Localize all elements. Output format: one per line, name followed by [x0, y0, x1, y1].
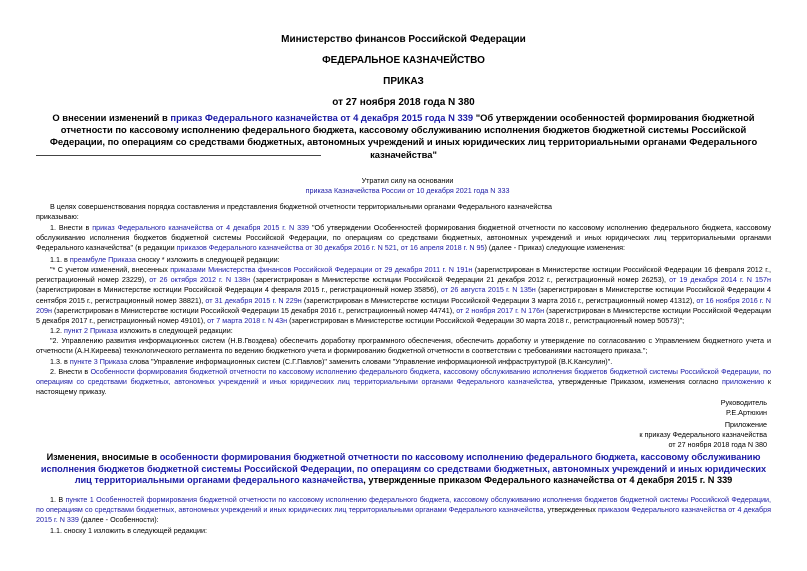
a1-link-order[interactable]: приказом Федерального казначейства от 4 декабря 2015 г. N 339	[36, 505, 771, 525]
p1-link-2018[interactable]: от 16 апреля 2018 г. N 95	[400, 243, 485, 253]
quote-link-43n[interactable]: от 7 марта 2018 г. N 43н	[207, 316, 288, 326]
p11-text: 1.1. в	[50, 255, 70, 264]
p11-link-preamble[interactable]: преамбуле Приказа	[69, 255, 136, 264]
p2-link-features[interactable]: Особенности формирования бюджетной отчетности по кассовому исполнению федерального бюджета, кассовому обслуживанию исполнения бюджетов бюджетной системы Российской Федерации, по операциям со средствами бюджетных, автономных учреждений и иных юридических лиц территориальными органами Федерального казначейства	[36, 367, 771, 387]
a1-text-b: , утвержденных	[543, 505, 598, 515]
quote-link-209n[interactable]: от 16 ноября 2016 г. N 209н	[36, 295, 771, 315]
p12-text-b: изложить в следующей редакции:	[117, 326, 233, 335]
annex-title-rest: , утвержденные приказом Федерального казначейства от 4 декабря 2015 г. N 339	[363, 475, 733, 486]
intro-block	[36, 202, 771, 222]
quote-text-b: (зарегистрирован в Министерстве юстиции Российской Федерации 16 февраля 2012 г., регистрационный номер 23229),	[36, 265, 771, 285]
p2-text-b: , утвержденные Приказом, изменения согласно	[552, 377, 722, 387]
order-word: приказываю:	[36, 212, 79, 222]
paragraph-2	[36, 367, 771, 398]
status-block	[250, 176, 565, 196]
divider-line	[36, 155, 321, 156]
p1-text: 1. Внести в	[50, 223, 93, 232]
quote-text-g: (зарегистрирован в Министерстве юстиции Российской Федерации 15 декабря 2016 г., регистрационный номер 44741),	[51, 305, 457, 315]
p13-text: 1.3. в	[50, 357, 70, 366]
quote-link-229n[interactable]: от 31 декабря 2015 г. N 229н	[205, 295, 302, 305]
p12-text: 1.2.	[50, 326, 64, 335]
intro-line: В целях совершенствования порядка составления и представления бюджетной отчетности территориальными органами Федерального казначейства	[50, 202, 553, 211]
a1-text-c: (далее - Особенности):	[78, 515, 159, 525]
paragraph-1-2-quote: "2. Управлению развития информационных систем (Н.В.Гвоздева) обеспечить доработку программного обеспечения, обеспечить доработку и утверждение по согласованию с Управлением бюджетного учета и отчетности (А.Н.Киреева) технологического регламента по ведению бюджетного учета и формированию бюджетной отчетности в соответствии с требованиями настоящего приказа.";	[36, 336, 771, 356]
p2-text-c: к настоящему приказу.	[36, 377, 771, 397]
p13-text-b: слова "Управление информационных систем (С.Г.Павлов)" заменить словами "Управление информационной инфраструктурой (В.К.Кансулин)".	[127, 357, 613, 366]
signature-position: Руководитель	[720, 398, 767, 407]
p1-text-c: ,	[396, 243, 401, 253]
quote-text-a: "* С учетом изменений, внесенных	[50, 265, 171, 274]
quote-text-d: (зарегистрирован в Министерстве юстиции Российской Федерации 4 февраля 2015 г., регистрационный номер 35856),	[36, 285, 441, 295]
p1-link-order[interactable]: приказ Федерального казначейства от 4 декабря 2015 г. N 339	[92, 223, 310, 232]
annex-title-link[interactable]: особенности формирования бюджетной отчетности по кассовому исполнению федерального бюджета, кассовому обслуживанию исполнения бюджетов бюджетной системы Российской Федерации, по операциям со средствами бюджетных, автономных учреждений и иных юридических лиц территориальными органами федерального казначейства	[40, 452, 767, 486]
agency-heading: ФЕДЕРАЛЬНОЕ КАЗНАЧЕЙСТВО	[322, 55, 485, 66]
paragraph-1	[36, 223, 771, 254]
quote-text-e: (зарегистрирован в Министерстве юстиции Российской Федерации 4 сентября 2015 г., регистрационный номер 38821),	[36, 285, 771, 305]
date-number-heading: от 27 ноября 2018 года N 380	[332, 97, 475, 108]
annex-paragraph-1	[36, 495, 771, 526]
status-line: Утратил силу на основании	[361, 176, 454, 185]
annex-date-ref: от 27 ноября 2018 года N 380	[668, 440, 767, 449]
quote-link-135n[interactable]: от 26 августа 2015 г. N 135н	[440, 285, 536, 295]
annex-title-prefix: Изменения, вносимые в	[46, 452, 160, 462]
quote-text-i: (зарегистрирован в Министерстве юстиции Российской Федерации 30 марта 2018 г., регистрационный номер 50573)";	[287, 316, 685, 326]
doc-type-heading: ПРИКАЗ	[383, 76, 424, 87]
p12-link-point2[interactable]: пункт 2 Приказа	[64, 326, 118, 335]
title-prefix: О внесении изменений в	[52, 112, 171, 123]
title-link[interactable]: приказ Федерального казначейства от 4 декабря 2015 года N 339	[170, 112, 474, 123]
a1-link-point1[interactable]: пункте 1 Особенностей формирования бюджетной отчетности по кассовому исполнению федерального бюджета, кассовому обслуживанию исполнения бюджетов бюджетной системы Российской Федерации, по операциям со средствами бюджетных, автономных учреждений и иных юридических лиц территориальными органами Федерального казначейства	[36, 495, 771, 515]
p1-link-orders-2016[interactable]: приказов Федерального казначейства от 30 декабря 2016 г. N 521	[176, 243, 397, 253]
p11-text-b: сноску * изложить в следующей редакции:	[135, 255, 280, 264]
paragraph-1-3	[50, 357, 771, 367]
document-title	[36, 112, 771, 161]
annex-label: Приложение	[724, 420, 767, 429]
p1-text-d: ) (далее - Приказ) следующие изменения:	[484, 243, 625, 253]
quote-link-191n[interactable]: приказами Министерства финансов Российской Федерации от 29 декабря 2011 г. N 191н	[170, 265, 473, 274]
p13-link-point3[interactable]: пункте 3 Приказа	[69, 357, 128, 366]
title-rest: "Об утверждении особенностей формирования бюджетной отчетности по кассовому исполнению федерального бюджета, кассовому обслуживанию исполнения бюджетов бюджетной системы Российской Федерации, по операциям со средствами бюджетных, автономных учреждений и иных юридических лиц территориальными органами Федерального казначейства"	[49, 112, 758, 160]
annex-title	[36, 452, 771, 487]
paragraph-1-1	[50, 255, 771, 265]
annex-order-ref: к приказу Федерального казначейства	[639, 430, 767, 439]
quote-link-176n[interactable]: от 2 ноября 2017 г. N 176н	[456, 305, 545, 315]
quote-text-f: (зарегистрирован в Министерстве юстиции Российской Федерации 3 марта 2016 г., регистрационный номер 41312),	[301, 295, 697, 305]
quote-link-138n[interactable]: от 26 октября 2012 г. N 138н	[149, 275, 251, 285]
quote-link-157n[interactable]: от 19 декабря 2014 г. N 157н	[669, 275, 772, 285]
a1-text: 1. В	[50, 495, 66, 504]
p2-link-annex[interactable]: приложению	[721, 377, 765, 387]
signature-name: Р.Е.Артюхин	[725, 408, 767, 417]
paragraph-1-2	[50, 326, 771, 336]
paragraph-1-1-quote	[36, 265, 771, 326]
quote-text-c: (зарегистрирован в Министерстве юстиции Российской Федерации 21 декабря 2012 г., регистрационный номер 26253),	[250, 275, 670, 285]
ministry-heading: Министерство финансов Российской Федерации	[281, 34, 526, 45]
p1-text-b: "Об утверждении Особенностей формирования бюджетной отчетности по кассовому исполнению федерального бюджета, кассовому обслуживанию исполнения бюджетов бюджетной системы Российской Федерации, по операциям со средствами бюджетных, автономных учреждений и иных юридических лиц территориальными органами Федерального казначейства" (в редакции	[36, 223, 771, 253]
p2-text: 2. Внести в	[50, 367, 91, 376]
status-link[interactable]: приказа Казначейства России от 10 декабря 2021 года N 333	[305, 186, 510, 196]
annex-paragraph-1-1: 1.1. сноску 1 изложить в следующей редакции:	[50, 526, 208, 535]
quote-text-h: (зарегистрирован в Министерстве юстиции Российской Федерации 5 декабря 2017 г., регистрационный номер 49101),	[36, 305, 772, 326]
